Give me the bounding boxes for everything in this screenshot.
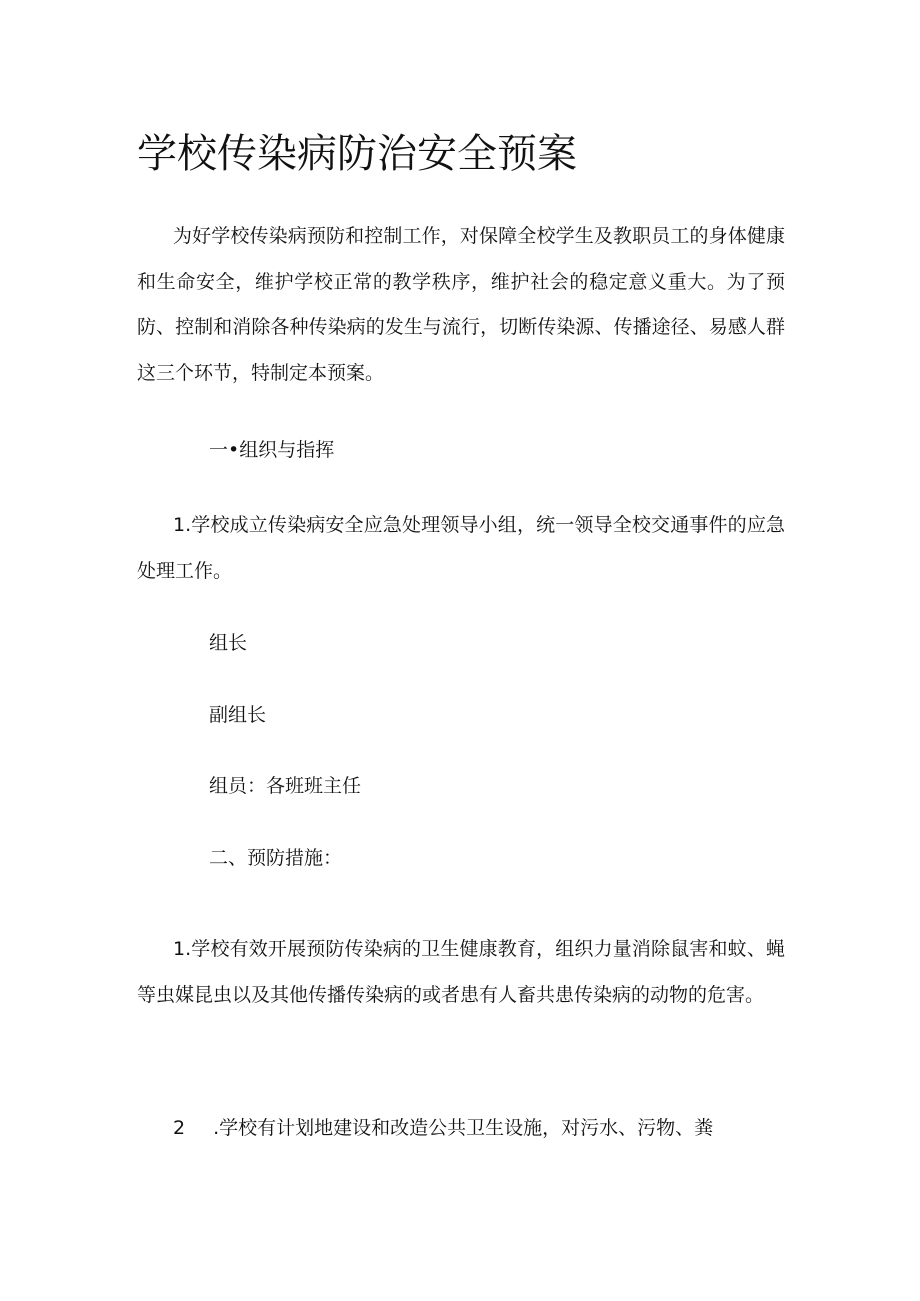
leader-line: 组长	[209, 632, 248, 654]
vice-leader-line: 副组长	[209, 704, 267, 726]
prevention-item-2-text: .学校有计划地建设和改造公共卫生设施，对污水、污物、粪	[213, 1117, 714, 1139]
document-title: 学校传染病防治安全预案	[137, 131, 577, 177]
prevention-item-1: 1.学校有效开展预防传染病的卫生健康教育，组织力量消除鼠害和蚊、蝇等虫媒昆虫以及其他传播传染病的或者患有人畜共患传染病的动物的危害。	[137, 938, 785, 1006]
organization-item-1: 1.学校成立传染病安全应急处理领导小组，统一领导全校交通事件的应急处理工作。	[137, 514, 785, 582]
prevention-item-2	[137, 1106, 785, 1152]
members-line: 组员：各班班主任	[209, 775, 362, 797]
section-heading-prevention: 二、预防措施：	[209, 847, 343, 869]
intro-paragraph: 为好学校传染病预防和控制工作，对保障全校学生及教职员工的身体健康和生命安全，维护学校正常的教学秩序，维护社会的稳定意义重大。为了预防、控制和消除各种传染病的发生与流行，切断传染源、传播途径、易感人群这三个环节，特制定本预案。	[137, 225, 785, 384]
section-heading-organization: 一•组织与指挥	[209, 439, 335, 461]
prevention-item-2-number: 2	[173, 1117, 186, 1139]
